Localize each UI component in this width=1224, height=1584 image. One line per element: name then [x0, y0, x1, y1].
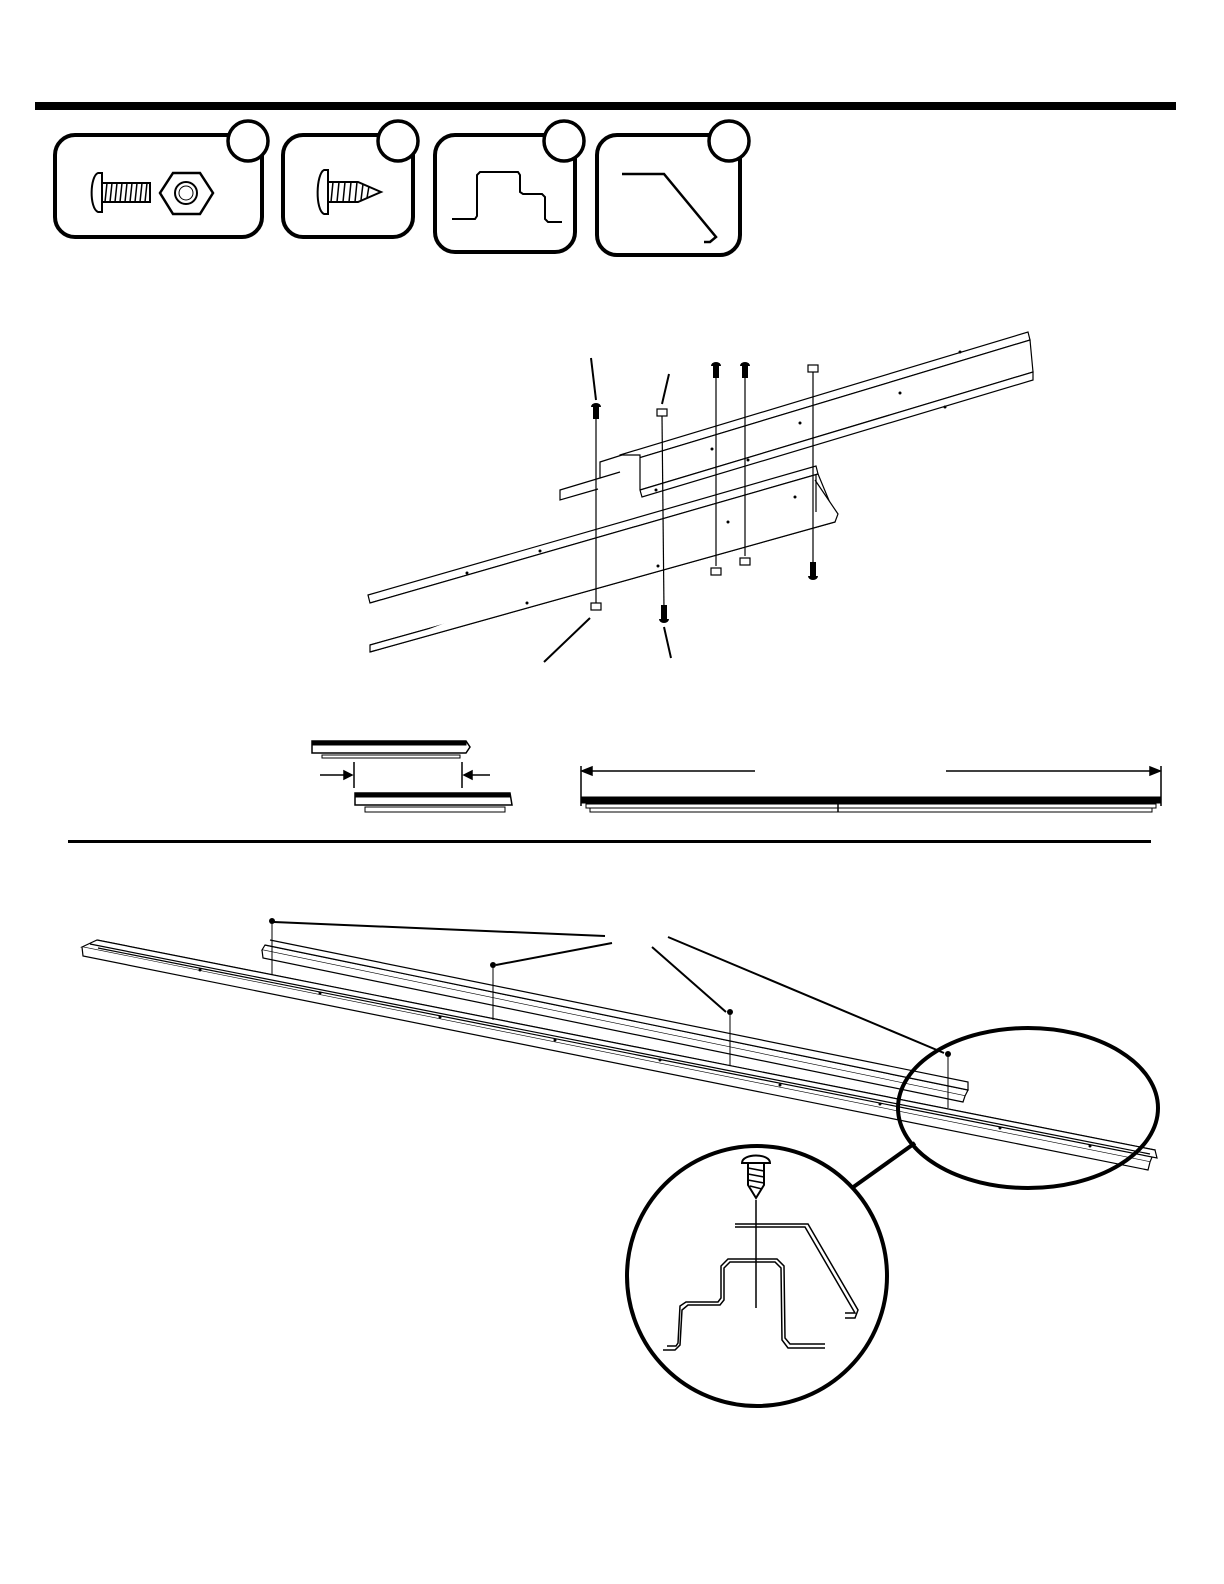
detail-connector	[852, 1143, 915, 1188]
full-length-drawing	[575, 760, 1170, 820]
overlap-rails	[312, 741, 512, 812]
assembled-rail	[581, 797, 1161, 812]
parts-panel	[0, 0, 1224, 270]
bolt-icon	[711, 362, 721, 366]
part-box-sheet-metal-screw	[278, 118, 428, 243]
nut-icon	[591, 603, 601, 610]
part-box-angled-bracket	[592, 118, 757, 263]
nut-icon	[808, 365, 818, 372]
screw-leaders	[274, 922, 944, 1053]
screw-icon	[269, 918, 275, 924]
screw-icon	[945, 1051, 951, 1057]
section-rule	[68, 840, 1151, 843]
lower-rail	[368, 466, 838, 652]
screws	[269, 918, 951, 1057]
rail-join-drawing	[360, 320, 1040, 670]
part-box-stepped-channel	[430, 118, 590, 258]
bolt-icon	[740, 362, 750, 366]
hex-nut-icon	[160, 173, 213, 214]
nut-icon	[740, 558, 750, 565]
nut-icon	[711, 568, 721, 575]
screw-icon	[490, 962, 496, 968]
leader-lines	[544, 358, 671, 662]
bolt-icon	[659, 619, 669, 623]
overlap-drawing	[305, 735, 520, 820]
long-angle	[262, 940, 968, 1102]
screw-icon	[727, 1009, 733, 1015]
part-box-bolt-nut	[50, 118, 275, 243]
nut-icon	[657, 409, 667, 416]
angle-attach-drawing	[75, 910, 1175, 1420]
long-channel	[82, 940, 1157, 1170]
overlap-markers	[320, 762, 490, 788]
bolt-icon	[591, 403, 601, 407]
bolt-icon	[808, 576, 818, 580]
